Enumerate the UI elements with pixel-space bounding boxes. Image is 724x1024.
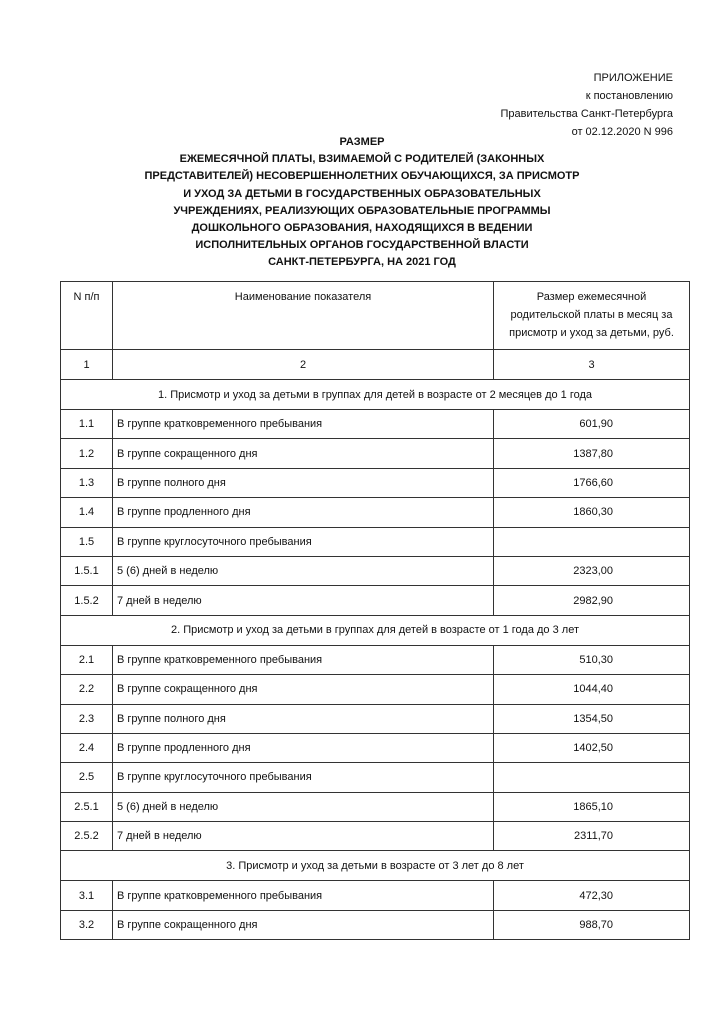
row-indicator-name: В группе сокращенного дня <box>113 439 494 468</box>
header-fee-line: присмотр и уход за детьми, руб. <box>509 327 674 339</box>
row-indicator-name: В группе продленного дня <box>113 733 494 762</box>
row-fee-value: 510,30 <box>494 645 690 674</box>
row-indicator-name: 5 (6) дней в неделю <box>113 556 494 585</box>
appendix-government: Правительства Санкт-Петербурга <box>500 108 673 120</box>
row-fee-value <box>494 527 690 556</box>
row-fee-value: 1766,60 <box>494 468 690 497</box>
header-fee-line: родительской платы в месяц за <box>510 309 673 321</box>
row-indicator-name: 5 (6) дней в неделю <box>113 792 494 821</box>
section-row <box>61 380 690 410</box>
column-number: 2 <box>113 350 494 380</box>
row-indicator-name: В группе продленного дня <box>113 498 494 527</box>
table-row <box>61 586 690 615</box>
row-indicator-name: В группе круглосуточного пребывания <box>113 763 494 792</box>
row-fee-value: 472,30 <box>494 881 690 910</box>
row-indicator-name: В группе кратковременного пребывания <box>113 645 494 674</box>
row-number: 1.5.2 <box>61 586 113 615</box>
table-row <box>61 822 690 851</box>
row-number: 1.4 <box>61 498 113 527</box>
table-row <box>61 675 690 704</box>
appendix-date-number: от 02.12.2020 N 996 <box>571 126 673 138</box>
appendix-resolution: к постановлению <box>585 90 673 102</box>
row-fee-value: 1044,40 <box>494 675 690 704</box>
row-fee-value: 1860,30 <box>494 498 690 527</box>
table-row <box>61 792 690 821</box>
title-line: И УХОД ЗА ДЕТЬМИ В ГОСУДАРСТВЕННЫХ ОБРАЗОВАТЕЛЬНЫХ <box>183 187 541 200</box>
row-fee-value: 988,70 <box>494 910 690 939</box>
row-number: 1.1 <box>61 410 113 439</box>
row-fee-value: 2982,90 <box>494 586 690 615</box>
column-numbering-row <box>61 350 690 380</box>
section-row <box>61 851 690 881</box>
row-fee-value: 2323,00 <box>494 556 690 585</box>
header-number: N п/п <box>61 282 113 350</box>
row-number: 2.4 <box>61 733 113 762</box>
header-indicator-name: Наименование показателя <box>113 282 494 350</box>
table-row <box>61 439 690 468</box>
table-header-row <box>61 282 690 350</box>
fees-table <box>60 281 690 940</box>
header-fee-amount <box>494 282 690 350</box>
header-fee-line: Размер ежемесячной <box>536 291 647 303</box>
row-number: 1.3 <box>61 468 113 497</box>
table-row <box>61 498 690 527</box>
row-number: 3.2 <box>61 910 113 939</box>
appendix-label: ПРИЛОЖЕНИЕ <box>593 72 673 84</box>
row-fee-value: 2311,70 <box>494 822 690 851</box>
title-line: РАЗМЕР <box>339 136 385 148</box>
title-line: УЧРЕЖДЕНИЯХ, РЕАЛИЗУЮЩИХ ОБРАЗОВАТЕЛЬНЫЕ ПРОГРАММЫ <box>173 204 551 217</box>
title-line: ЕЖЕМЕСЯЧНОЙ ПЛАТЫ, ВЗИМАЕМОЙ С РОДИТЕЛЕЙ (ЗАКОННЫХ <box>179 153 545 166</box>
row-indicator-name: В группе сокращенного дня <box>113 910 494 939</box>
section-row <box>61 615 690 645</box>
table-row <box>61 910 690 939</box>
column-number: 3 <box>494 350 690 380</box>
table-row <box>61 704 690 733</box>
row-fee-value: 601,90 <box>494 410 690 439</box>
row-indicator-name: В группе полного дня <box>113 704 494 733</box>
row-indicator-name: В группе кратковременного пребывания <box>113 881 494 910</box>
table-row <box>61 645 690 674</box>
appendix-header <box>500 69 673 141</box>
section-title: 3. Присмотр и уход за детьми в возрасте от 3 лет до 8 лет <box>61 851 690 881</box>
table-row <box>61 468 690 497</box>
row-indicator-name: В группе круглосуточного пребывания <box>113 527 494 556</box>
row-indicator-name: В группе полного дня <box>113 468 494 497</box>
table-row <box>61 881 690 910</box>
row-fee-value <box>494 763 690 792</box>
title-line: ИСПОЛНИТЕЛЬНЫХ ОРГАНОВ ГОСУДАРСТВЕННОЙ ВЛАСТИ <box>195 239 529 252</box>
row-fee-value: 1354,50 <box>494 704 690 733</box>
table-row <box>61 527 690 556</box>
row-number: 1.2 <box>61 439 113 468</box>
title-line: ПРЕДСТАВИТЕЛЕЙ) НЕСОВЕРШЕННОЛЕТНИХ ОБУЧАЮЩИХСЯ, ЗА ПРИСМОТР <box>144 170 580 183</box>
row-number: 3.1 <box>61 881 113 910</box>
table-row <box>61 733 690 762</box>
title-line: САНКТ-ПЕТЕРБУРГА, НА 2021 ГОД <box>268 256 456 269</box>
row-indicator-name: 7 дней в неделю <box>113 822 494 851</box>
row-fee-value: 1402,50 <box>494 733 690 762</box>
document-title <box>0 134 724 272</box>
table-row <box>61 556 690 585</box>
row-number: 2.5 <box>61 763 113 792</box>
row-indicator-name: 7 дней в неделю <box>113 586 494 615</box>
row-number: 1.5.1 <box>61 556 113 585</box>
row-fee-value: 1865,10 <box>494 792 690 821</box>
title-line: ДОШКОЛЬНОГО ОБРАЗОВАНИЯ, НАХОДЯЩИХСЯ В ВЕДЕНИИ <box>191 222 533 235</box>
table-row <box>61 763 690 792</box>
section-title: 2. Присмотр и уход за детьми в группах для детей в возрасте от 1 года до 3 лет <box>61 615 690 645</box>
row-number: 2.5.1 <box>61 792 113 821</box>
row-number: 2.5.2 <box>61 822 113 851</box>
row-number: 2.2 <box>61 675 113 704</box>
section-title: 1. Присмотр и уход за детьми в группах для детей в возрасте от 2 месяцев до 1 года <box>61 380 690 410</box>
table-row <box>61 410 690 439</box>
row-number: 1.5 <box>61 527 113 556</box>
row-indicator-name: В группе кратковременного пребывания <box>113 410 494 439</box>
row-indicator-name: В группе сокращенного дня <box>113 675 494 704</box>
column-number: 1 <box>61 350 113 380</box>
row-number: 2.3 <box>61 704 113 733</box>
row-fee-value: 1387,80 <box>494 439 690 468</box>
row-number: 2.1 <box>61 645 113 674</box>
